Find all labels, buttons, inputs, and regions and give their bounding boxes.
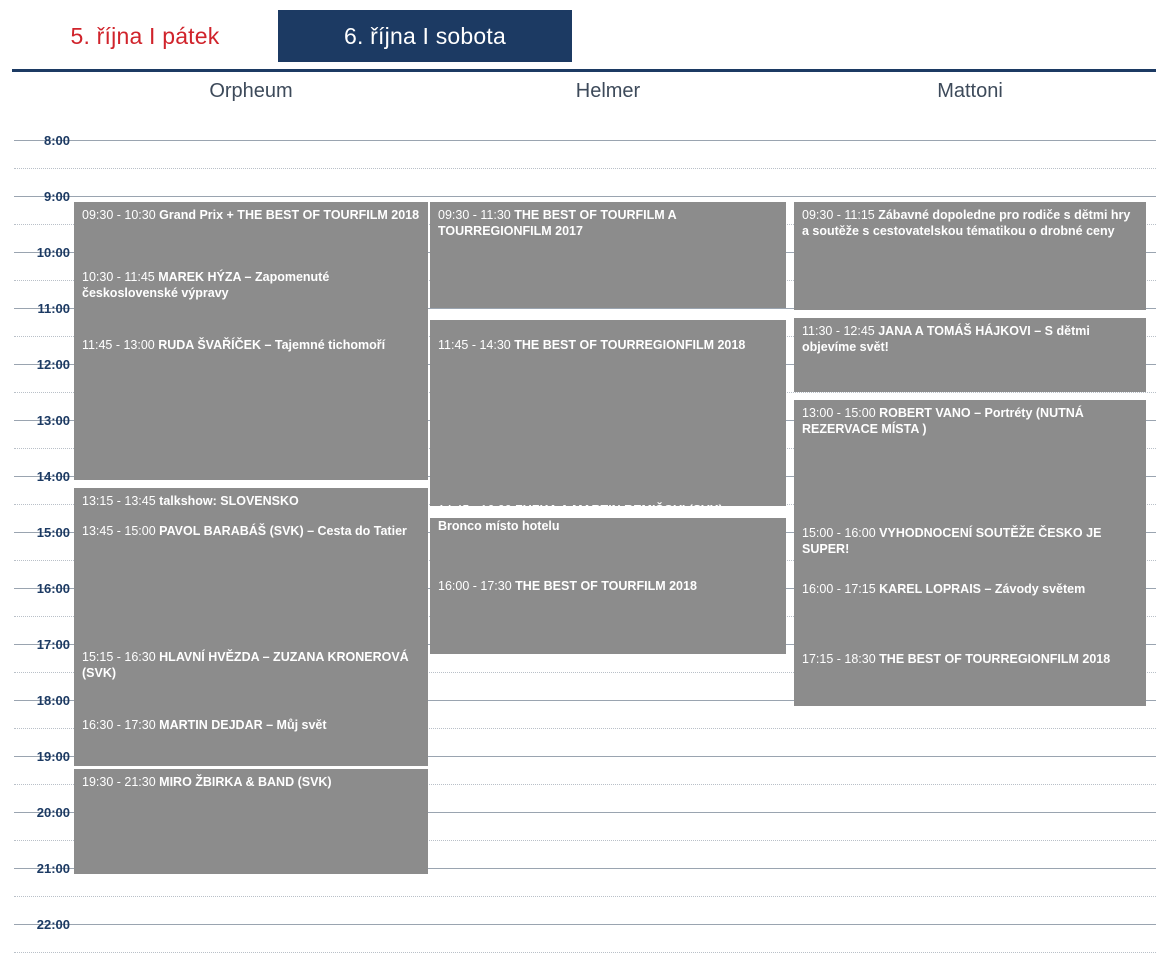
event-orpheum-1[interactable] <box>74 202 428 252</box>
event-helmer-1-time: 09:30 - 11:30 <box>438 208 515 222</box>
hour-line-22 <box>14 924 1156 925</box>
event-helmer-4[interactable] <box>430 573 786 603</box>
event-mattoni-5[interactable] <box>794 576 1146 606</box>
event-orpheum-7-time: 16:30 - 17:30 <box>82 718 160 732</box>
hour-label-13: 13:00 <box>36 413 70 428</box>
hour-label-10: 10:00 <box>36 245 70 260</box>
tab-day-friday-label: 5. října I pátek <box>70 22 220 49</box>
hour-label-14: 14:00 <box>36 469 70 484</box>
event-orpheum-4-title: talkshow: SLOVENSKO <box>159 494 299 508</box>
event-mattoni-6-time: 17:15 - 18:30 <box>802 652 880 666</box>
event-mattoni-5-title: KAREL LOPRAIS – Závody světem <box>879 582 1086 596</box>
event-orpheum-6[interactable] <box>74 644 428 694</box>
hour-label-15: 15:00 <box>36 525 70 540</box>
event-helmer-3-title: ZUZKA A MARTIN REMIŠOVI (SVK) – Bronco místo hotelu <box>438 503 734 533</box>
event-helmer-4-time: 16:00 - 17:30 <box>438 579 516 593</box>
event-mattoni-2-time: 11:30 - 12:45 <box>802 324 879 338</box>
hour-label-21: 21:00 <box>36 861 70 876</box>
day-tabs <box>0 0 1168 72</box>
event-orpheum-7[interactable] <box>74 712 428 742</box>
hour-label-17: 17:00 <box>36 637 70 652</box>
hour-line-21-30 <box>14 896 1156 897</box>
hour-line-9 <box>14 196 1156 197</box>
event-orpheum-8[interactable] <box>74 769 428 799</box>
event-mattoni-2[interactable] <box>794 318 1146 362</box>
event-helmer-1[interactable] <box>430 202 786 252</box>
event-orpheum-6-time: 15:15 - 16:30 <box>82 650 160 664</box>
event-orpheum-3-time: 11:45 - 13:00 <box>82 338 159 352</box>
event-mattoni-3-title: ROBERT VANO – Portréty (NUTNÁ REZERVACE MÍSTA ) <box>802 406 1084 436</box>
hour-label-9: 9:00 <box>43 189 70 204</box>
stage-header-row <box>0 80 1168 116</box>
event-helmer-1-title: THE BEST OF TOURFILM A TOURREGIONFILM 2017 <box>438 208 677 238</box>
event-orpheum-5-title: PAVOL BARABÁŠ (SVK) – Cesta do Tatier <box>159 524 407 538</box>
event-helmer-3[interactable] <box>430 497 786 537</box>
event-helmer-2-title: THE BEST OF TOURREGIONFILM 2018 <box>514 338 746 352</box>
event-orpheum-5[interactable] <box>74 518 428 558</box>
event-helmer-2-time: 11:45 - 14:30 <box>438 338 515 352</box>
event-mattoni-1-time: 09:30 - 11:15 <box>802 208 879 222</box>
event-orpheum-2-time: 10:30 - 11:45 <box>82 270 159 284</box>
event-mattoni-4-time: 15:00 - 16:00 <box>802 526 880 540</box>
event-orpheum-4-time: 13:15 - 13:45 <box>82 494 160 508</box>
event-orpheum-2-title: MAREK HÝZA – Zapomenuté československé výpravy <box>82 270 330 300</box>
hour-label-8: 8:00 <box>43 133 70 148</box>
event-mattoni-3-time: 13:00 - 15:00 <box>802 406 880 420</box>
event-mattoni-6[interactable] <box>794 646 1146 676</box>
event-mattoni-5-time: 16:00 - 17:15 <box>802 582 880 596</box>
event-mattoni-1-title: Zábavné dopoledne pro rodiče s dětmi hry a soutěže s cestovatelskou tématikou o drobné ceny <box>802 208 1131 238</box>
event-orpheum-5-time: 13:45 - 15:00 <box>82 524 160 538</box>
event-helmer-4-title: THE BEST OF TOURFILM 2018 <box>515 579 697 593</box>
event-mattoni-4-title: VYHODNOCENÍ SOUTĚŽE ČESKO JE SUPER! <box>802 526 1102 556</box>
stage-header-mattoni: Mattoni <box>937 80 1003 102</box>
event-orpheum-8-title: MIRO ŽBIRKA & BAND (SVK) <box>159 775 332 789</box>
hour-label-18: 18:00 <box>36 693 70 708</box>
hour-label-22: 22:00 <box>36 917 70 932</box>
event-orpheum-1-time: 09:30 - 10:30 <box>82 208 160 222</box>
tab-day-saturday[interactable] <box>278 10 572 62</box>
tab-day-friday[interactable] <box>26 10 264 62</box>
event-mattoni-4[interactable] <box>794 520 1146 564</box>
event-helmer-3-time: 14:45 - 16:00 <box>438 503 516 517</box>
event-orpheum-3[interactable] <box>74 332 428 372</box>
tabs-underline <box>12 69 1156 72</box>
stage-header-orpheum: Orpheum <box>209 80 293 102</box>
schedule-grid <box>0 118 1168 948</box>
event-orpheum-8-time: 19:30 - 21:30 <box>82 775 160 789</box>
event-orpheum-4[interactable] <box>74 488 428 514</box>
tab-day-saturday-label: 6. října I sobota <box>344 22 506 49</box>
event-mattoni-1[interactable] <box>794 202 1146 264</box>
event-orpheum-3-title: RUDA ŠVAŘÍČEK – Tajemné tichomoří <box>158 338 386 352</box>
event-orpheum-2[interactable] <box>74 264 428 314</box>
event-mattoni-6-title: THE BEST OF TOURREGIONFILM 2018 <box>879 652 1111 666</box>
hour-line-22-30 <box>14 952 1156 953</box>
hour-label-16: 16:00 <box>36 581 70 596</box>
event-mattoni-2-title: JANA A TOMÁŠ HÁJKOVI – S dětmi objevíme svět! <box>802 324 1090 354</box>
hour-label-19: 19:00 <box>36 749 70 764</box>
hour-label-11: 11:00 <box>37 301 70 316</box>
hour-label-20: 20:00 <box>36 805 70 820</box>
hour-line-8-30 <box>14 168 1156 169</box>
event-orpheum-6-title: HLAVNÍ HVĚZDA – ZUZANA KRONEROVÁ (SVK) <box>82 650 409 680</box>
event-helmer-2[interactable] <box>430 332 786 362</box>
event-orpheum-7-title: MARTIN DEJDAR – Můj svět <box>159 718 327 732</box>
stage-header-helmer: Helmer <box>575 80 641 102</box>
hour-line-8 <box>14 140 1156 141</box>
event-mattoni-3[interactable] <box>794 400 1146 444</box>
hour-label-12: 12:00 <box>36 357 70 372</box>
event-orpheum-1-title: Grand Prix + THE BEST OF TOURFILM 2018 <box>159 208 420 222</box>
